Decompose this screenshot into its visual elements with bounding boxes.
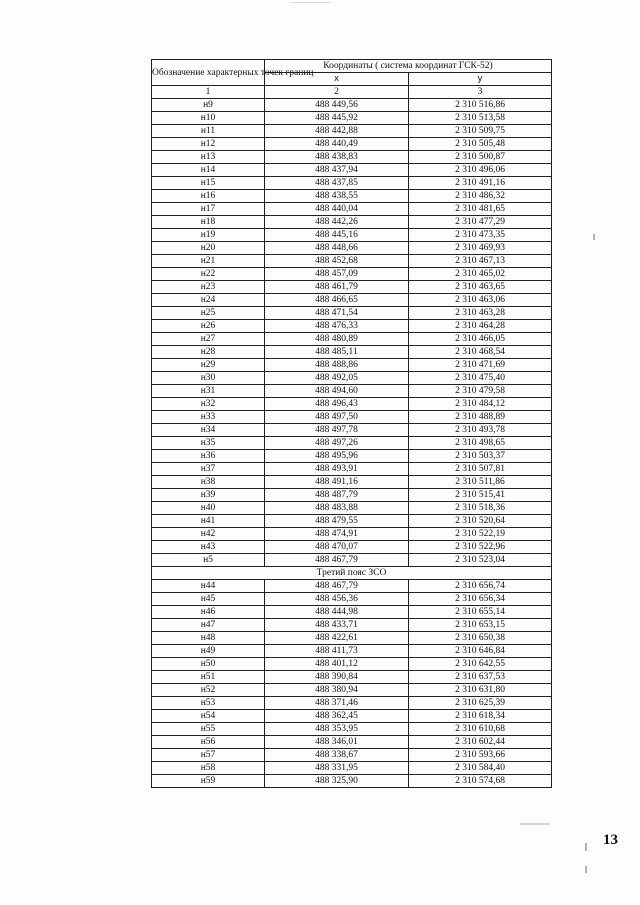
point-label-cell: н29 (152, 359, 265, 372)
point-label-cell: н23 (152, 281, 265, 294)
table-row (152, 346, 552, 359)
table-row (152, 528, 552, 541)
section-title: Третий пояс ЗСО (152, 567, 552, 580)
table-row (152, 723, 552, 736)
table-row (152, 632, 552, 645)
table-row (152, 476, 552, 489)
y-coordinate-cell: 2 310 484,12 (409, 398, 552, 411)
x-coordinate-cell: 488 485,11 (265, 346, 409, 359)
table-row (152, 398, 552, 411)
x-coordinate-cell: 488 483,88 (265, 502, 409, 515)
table-row (152, 255, 552, 268)
y-coordinate-cell: 2 310 516,86 (409, 99, 552, 112)
y-coordinate-cell: 2 310 637,53 (409, 671, 552, 684)
point-label-cell: н9 (152, 99, 265, 112)
table-row (152, 736, 552, 749)
table-row (152, 541, 552, 554)
y-coordinate-cell: 2 310 509,75 (409, 125, 552, 138)
table-row (152, 645, 552, 658)
y-coordinate-cell: 2 310 473,35 (409, 229, 552, 242)
point-label-cell: н56 (152, 736, 265, 749)
x-coordinate-cell: 488 496,43 (265, 398, 409, 411)
point-label-cell: н55 (152, 723, 265, 736)
table-row (152, 268, 552, 281)
point-label-cell: н15 (152, 177, 265, 190)
table-row (152, 138, 552, 151)
x-coordinate-cell: 488 494,60 (265, 385, 409, 398)
scan-artifact (290, 2, 330, 3)
y-coordinate-cell: 2 310 631,80 (409, 684, 552, 697)
table-body-part-1 (152, 99, 552, 567)
x-coordinate-cell: 488 445,16 (265, 229, 409, 242)
x-coordinate-cell: 488 497,50 (265, 411, 409, 424)
y-coordinate-cell: 2 310 466,05 (409, 333, 552, 346)
point-label-cell: н24 (152, 294, 265, 307)
y-coordinate-cell: 2 310 602,44 (409, 736, 552, 749)
y-coordinate-cell: 2 310 513,58 (409, 112, 552, 125)
y-coordinate-cell: 2 310 522,96 (409, 541, 552, 554)
y-coordinate-cell: 2 310 646,84 (409, 645, 552, 658)
point-label-cell: н54 (152, 710, 265, 723)
point-label-cell: н11 (152, 125, 265, 138)
x-coordinate-cell: 488 492,05 (265, 372, 409, 385)
x-coordinate-cell: 488 467,79 (265, 554, 409, 567)
y-coordinate-cell: 2 310 464,28 (409, 320, 552, 333)
x-coordinate-cell: 488 493,91 (265, 463, 409, 476)
table-row (152, 606, 552, 619)
y-coordinate-cell: 2 310 653,15 (409, 619, 552, 632)
point-label-cell: н43 (152, 541, 265, 554)
y-coordinate-cell: 2 310 496,06 (409, 164, 552, 177)
point-label-cell: н35 (152, 437, 265, 450)
table-row (152, 437, 552, 450)
point-label-cell: н38 (152, 476, 265, 489)
y-coordinate-cell: 2 310 503,37 (409, 450, 552, 463)
y-coordinate-cell: 2 310 656,34 (409, 593, 552, 606)
y-coordinate-cell: 2 310 650,38 (409, 632, 552, 645)
y-coordinate-cell: 2 310 656,74 (409, 580, 552, 593)
table-row (152, 385, 552, 398)
y-coordinate-cell: 2 310 475,40 (409, 372, 552, 385)
y-coordinate-cell: 2 310 625,39 (409, 697, 552, 710)
y-coordinate-cell: 2 310 463,28 (409, 307, 552, 320)
table-row (152, 333, 552, 346)
point-label-cell: н49 (152, 645, 265, 658)
table-row (152, 697, 552, 710)
table-body-part-2 (152, 580, 552, 788)
y-coordinate-cell: 2 310 593,66 (409, 749, 552, 762)
y-coordinate-cell: 2 310 486,32 (409, 190, 552, 203)
table-row (152, 372, 552, 385)
point-label-cell: н18 (152, 216, 265, 229)
y-coordinate-cell: 2 310 523,04 (409, 554, 552, 567)
scan-artifact (585, 843, 587, 851)
table-row (152, 125, 552, 138)
point-label-cell: н37 (152, 463, 265, 476)
table-row (152, 593, 552, 606)
x-coordinate-cell: 488 437,94 (265, 164, 409, 177)
point-label-cell: н58 (152, 762, 265, 775)
point-label-cell: н21 (152, 255, 265, 268)
table-row (152, 489, 552, 502)
x-coordinate-cell: 488 474,91 (265, 528, 409, 541)
table-row (152, 229, 552, 242)
x-coordinate-cell: 488 325,90 (265, 775, 409, 788)
x-coordinate-cell: 488 390,84 (265, 671, 409, 684)
x-coordinate-cell: 488 479,55 (265, 515, 409, 528)
x-coordinate-cell: 488 452,68 (265, 255, 409, 268)
table-row (152, 450, 552, 463)
y-coordinate-cell: 2 310 642,55 (409, 658, 552, 671)
table-row (152, 294, 552, 307)
x-coordinate-cell: 488 491,16 (265, 476, 409, 489)
y-coordinate-cell: 2 310 574,68 (409, 775, 552, 788)
x-coordinate-cell: 488 433,71 (265, 619, 409, 632)
y-coordinate-cell: 2 310 479,58 (409, 385, 552, 398)
point-label-cell: н41 (152, 515, 265, 528)
header-coordinates: Координаты ( система координат ГСК-52) (265, 60, 552, 73)
scan-artifact (593, 234, 595, 240)
x-coordinate-cell: 488 470,07 (265, 541, 409, 554)
x-coordinate-cell: 488 497,78 (265, 424, 409, 437)
x-coordinate-cell: 488 448,66 (265, 242, 409, 255)
point-label-cell: н36 (152, 450, 265, 463)
point-label-cell: н52 (152, 684, 265, 697)
y-coordinate-cell: 2 310 471,69 (409, 359, 552, 372)
point-label-cell: н47 (152, 619, 265, 632)
table-row (152, 762, 552, 775)
point-label-cell: н59 (152, 775, 265, 788)
y-coordinate-cell: 2 310 505,48 (409, 138, 552, 151)
x-coordinate-cell: 488 497,26 (265, 437, 409, 450)
y-coordinate-cell: 2 310 507,81 (409, 463, 552, 476)
y-coordinate-cell: 2 310 481,65 (409, 203, 552, 216)
y-coordinate-cell: 2 310 463,06 (409, 294, 552, 307)
x-coordinate-cell: 488 495,96 (265, 450, 409, 463)
table-row (152, 99, 552, 112)
table-row (152, 190, 552, 203)
x-coordinate-cell: 488 456,36 (265, 593, 409, 606)
x-coordinate-cell: 488 442,26 (265, 216, 409, 229)
y-coordinate-cell: 2 310 465,02 (409, 268, 552, 281)
point-label-cell: н51 (152, 671, 265, 684)
header-col-number-1: 1 (152, 86, 265, 99)
point-label-cell: н10 (152, 112, 265, 125)
table-row (152, 112, 552, 125)
x-coordinate-cell: 488 488,86 (265, 359, 409, 372)
table-row (152, 554, 552, 567)
y-coordinate-cell: 2 310 655,14 (409, 606, 552, 619)
y-coordinate-cell: 2 310 477,29 (409, 216, 552, 229)
x-coordinate-cell: 488 437,85 (265, 177, 409, 190)
table-row (152, 515, 552, 528)
point-label-cell: н46 (152, 606, 265, 619)
y-coordinate-cell: 2 310 467,13 (409, 255, 552, 268)
point-label-cell: н14 (152, 164, 265, 177)
table-row (152, 619, 552, 632)
table-row (152, 463, 552, 476)
table-row (152, 359, 552, 372)
x-coordinate-cell: 488 449,56 (265, 99, 409, 112)
x-coordinate-cell: 488 487,79 (265, 489, 409, 502)
point-label-cell: н22 (152, 268, 265, 281)
point-label-cell: н16 (152, 190, 265, 203)
x-coordinate-cell: 488 380,94 (265, 684, 409, 697)
y-coordinate-cell: 2 310 518,36 (409, 502, 552, 515)
x-coordinate-cell: 488 440,04 (265, 203, 409, 216)
y-coordinate-cell: 2 310 493,78 (409, 424, 552, 437)
y-coordinate-cell: 2 310 498,65 (409, 437, 552, 450)
point-label-cell: н20 (152, 242, 265, 255)
page-number: 13 (603, 832, 618, 848)
point-label-cell: н42 (152, 528, 265, 541)
table-row (152, 281, 552, 294)
x-coordinate-cell: 488 422,61 (265, 632, 409, 645)
point-label-cell: н5 (152, 554, 265, 567)
point-label-cell: н31 (152, 385, 265, 398)
y-coordinate-cell: 2 310 584,40 (409, 762, 552, 775)
point-label-cell: н26 (152, 320, 265, 333)
table-row (152, 177, 552, 190)
x-coordinate-cell: 488 442,88 (265, 125, 409, 138)
x-coordinate-cell: 488 466,65 (265, 294, 409, 307)
y-coordinate-cell: 2 310 515,41 (409, 489, 552, 502)
table-header (152, 60, 552, 99)
x-coordinate-cell: 488 438,83 (265, 151, 409, 164)
x-coordinate-cell: 488 471,54 (265, 307, 409, 320)
table-row (152, 151, 552, 164)
y-coordinate-cell: 2 310 488,89 (409, 411, 552, 424)
table-row (152, 203, 552, 216)
scan-artifact (520, 823, 550, 825)
header-x: х (265, 73, 409, 86)
x-coordinate-cell: 488 476,33 (265, 320, 409, 333)
table-row (152, 216, 552, 229)
point-label-cell: н30 (152, 372, 265, 385)
table-row (152, 424, 552, 437)
x-coordinate-cell: 488 461,79 (265, 281, 409, 294)
point-label-cell: н25 (152, 307, 265, 320)
point-label-cell: н39 (152, 489, 265, 502)
y-coordinate-cell: 2 310 618,34 (409, 710, 552, 723)
point-label-cell: н27 (152, 333, 265, 346)
point-label-cell: н13 (152, 151, 265, 164)
table-row (152, 164, 552, 177)
point-label-cell: н48 (152, 632, 265, 645)
scan-artifact (585, 866, 587, 873)
x-coordinate-cell: 488 457,09 (265, 268, 409, 281)
table-row (152, 307, 552, 320)
table-row (152, 320, 552, 333)
point-label-cell: н40 (152, 502, 265, 515)
point-label-cell: н44 (152, 580, 265, 593)
table-row (152, 684, 552, 697)
x-coordinate-cell: 488 331,95 (265, 762, 409, 775)
x-coordinate-cell: 488 444,98 (265, 606, 409, 619)
y-coordinate-cell: 2 310 463,65 (409, 281, 552, 294)
x-coordinate-cell: 488 480,89 (265, 333, 409, 346)
point-label-cell: н33 (152, 411, 265, 424)
x-coordinate-cell: 488 338,67 (265, 749, 409, 762)
point-label-cell: н17 (152, 203, 265, 216)
x-coordinate-cell: 488 467,79 (265, 580, 409, 593)
table-row (152, 749, 552, 762)
header-y: у (409, 73, 552, 86)
table-row (152, 710, 552, 723)
y-coordinate-cell: 2 310 522,19 (409, 528, 552, 541)
point-label-cell: н19 (152, 229, 265, 242)
table-section (152, 567, 552, 580)
table-row (152, 411, 552, 424)
table-row (152, 671, 552, 684)
y-coordinate-cell: 2 310 520,64 (409, 515, 552, 528)
x-coordinate-cell: 488 362,45 (265, 710, 409, 723)
table-row (152, 242, 552, 255)
point-label-cell: н53 (152, 697, 265, 710)
y-coordinate-cell: 2 310 511,86 (409, 476, 552, 489)
table-row (152, 775, 552, 788)
header-col-number-2: 2 (265, 86, 409, 99)
x-coordinate-cell: 488 411,73 (265, 645, 409, 658)
table-row (152, 580, 552, 593)
point-label-cell: н12 (152, 138, 265, 151)
header-designation: Обозначение характерных точек границ (152, 60, 265, 86)
coordinates-table (151, 59, 552, 788)
point-label-cell: н28 (152, 346, 265, 359)
header-col-number-3: 3 (409, 86, 552, 99)
point-label-cell: н50 (152, 658, 265, 671)
table-row (152, 658, 552, 671)
point-label-cell: н34 (152, 424, 265, 437)
y-coordinate-cell: 2 310 468,54 (409, 346, 552, 359)
x-coordinate-cell: 488 371,46 (265, 697, 409, 710)
x-coordinate-cell: 488 438,55 (265, 190, 409, 203)
point-label-cell: н32 (152, 398, 265, 411)
x-coordinate-cell: 488 353,95 (265, 723, 409, 736)
table-row (152, 502, 552, 515)
x-coordinate-cell: 488 346,01 (265, 736, 409, 749)
x-coordinate-cell: 488 445,92 (265, 112, 409, 125)
y-coordinate-cell: 2 310 500,87 (409, 151, 552, 164)
section-row (152, 567, 552, 580)
x-coordinate-cell: 488 440,49 (265, 138, 409, 151)
x-coordinate-cell: 488 401,12 (265, 658, 409, 671)
y-coordinate-cell: 2 310 610,68 (409, 723, 552, 736)
point-label-cell: н57 (152, 749, 265, 762)
y-coordinate-cell: 2 310 469,93 (409, 242, 552, 255)
point-label-cell: н45 (152, 593, 265, 606)
y-coordinate-cell: 2 310 491,16 (409, 177, 552, 190)
